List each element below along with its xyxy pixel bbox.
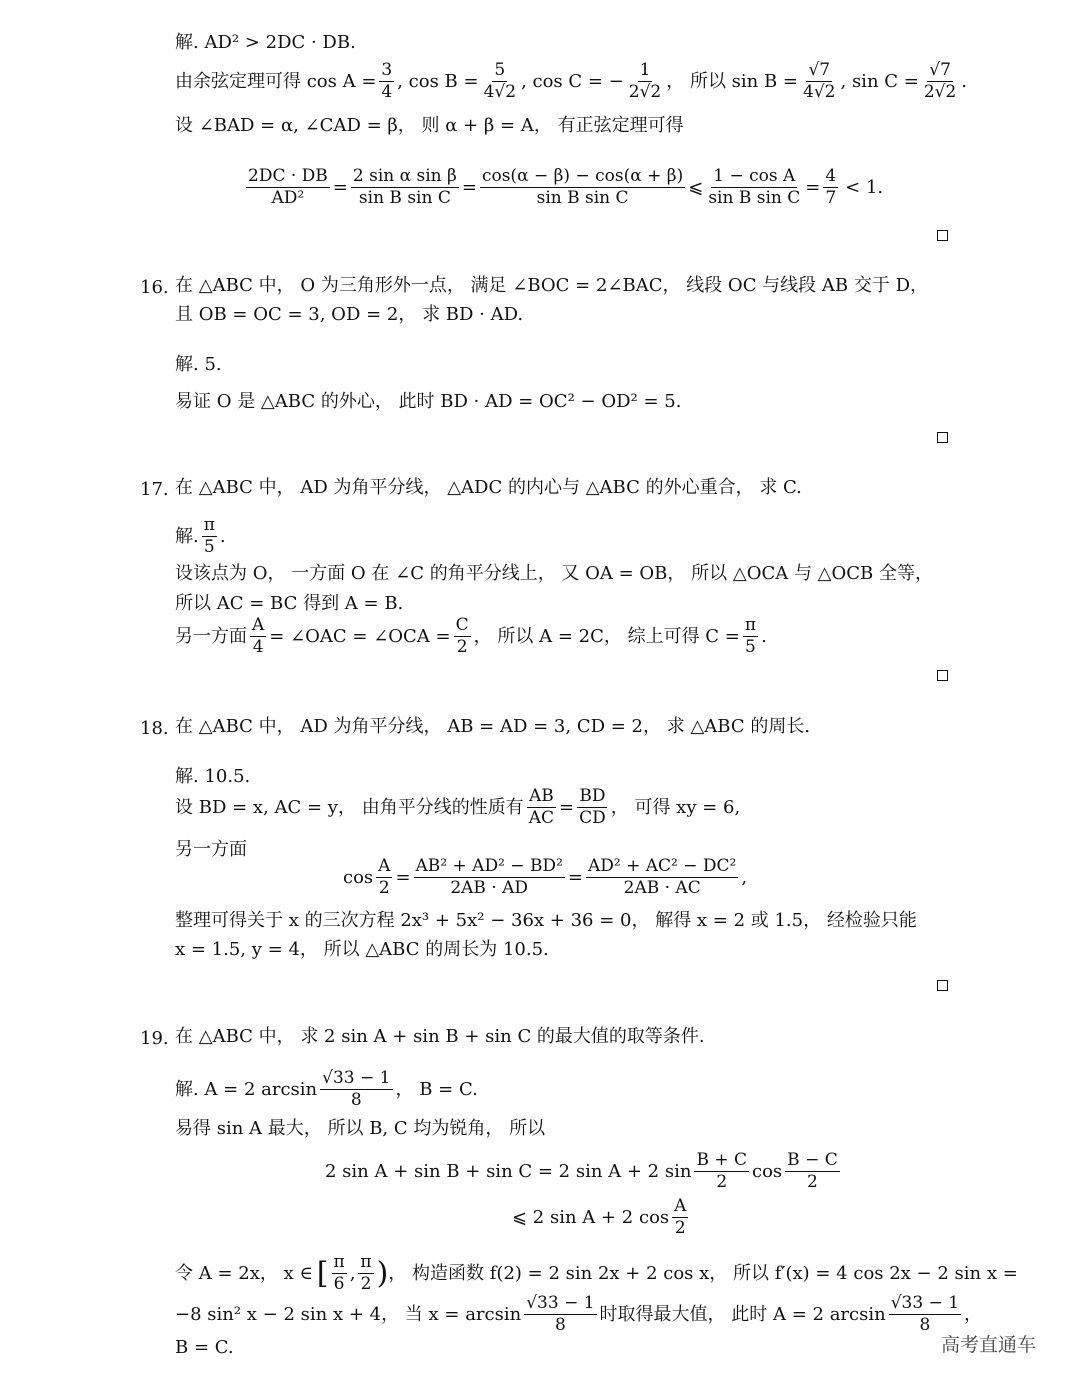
p16-solution: 易证 O 是 △ABC 的外心， 此时 BD · AD = OC² − OD² = 5. [175, 391, 682, 412]
p19-solution-line3: −8 sin² x − 2 sin x + 4， 当 x = arcsin $\frac{√33 - 1}{8}$ 时取得最大值， 此时 A = 2 arcsin $\frac{√33 - 1}{8}$ ， [175, 1293, 983, 1335]
problem-number: 17. [140, 479, 169, 500]
problem-number: 19. [140, 1028, 169, 1049]
p16-answer: 解. 5. [175, 354, 222, 375]
p18-solution-line4: x = 1.5, y = 4， 所以 △ABC 的周长为 10.5. [175, 939, 549, 960]
p17-solution-line2: 所以 AC = BC 得到 A = B. [175, 593, 404, 614]
p16-question-line1: 在 △ABC 中， O 为三角形外一点， 满足 ∠BOC = 2∠BAC， 线段 OC 与线段 AB 交于 D， [175, 275, 929, 296]
p15-cosine-values: 由余弦定理可得 cos A = $\frac{3}{4}$ , cos B = $\frac{5}{4√2}$ , cos C = − $\frac{1}{2√2}$ ， 所以 sin B = $\frac{√7}{4√2}$ , sin C = $\frac{√7}{2√2}$ . [175, 60, 968, 102]
p17-solution-line3: 另一方面 $\frac{A}{4}$ = ∠OAC = ∠OCA = $\frac{C}{2}$ ， 所以 A = 2C， 综上可得 C = $\frac{\pi}{5}$ . [175, 615, 767, 657]
p18-display-equation: cos $\frac{A}{2}$ = $\frac{\text{AB² + AD² − BD²}}{2AB \cdot AD}$ = $\frac{\text{AD² + AC² − DC²}}{2AB \cdot AC}$ , [343, 856, 748, 898]
p15-solution-line1: 解. AD² > 2DC · DB. [175, 32, 356, 53]
p19-answer: 解. A = 2 arcsin $\frac{√33 - 1}{8}$ ， B = C. [175, 1068, 478, 1110]
p19-question: 在 △ABC 中， 求 2 sin A + sin B + sin C 的最大值的取等条件. [175, 1026, 705, 1047]
p15-display-equation: $\frac{2DC \cdot DB}{\text{AD²}}$ = $\frac{\text{2 sin α sin β}}{\text{sin B sin C}}$ = $\frac{\cos(\alpha - \beta) - \cos(\alpha + \beta)}{\text{sin B sin C}}$ ⩽ $\frac{\text{1 − cos A}}{\text{sin B sin C}}$ = $\frac{4}{7}$ < 1. [248, 166, 884, 208]
p18-solution-line2: 另一方面 [175, 839, 247, 860]
fraction: $\frac{3}{4}$ [381, 60, 393, 102]
p17-answer: 解. $\frac{\pi}{5}$ . [175, 515, 226, 557]
qed-box [937, 980, 948, 991]
qed-box [937, 432, 948, 443]
p19-display-line2: ⩽ 2 sin A + 2 cos $\frac{A}{2}$ [512, 1196, 687, 1238]
qed-box [937, 670, 948, 681]
qed-box [937, 230, 948, 241]
fraction: $\frac{1}{2√2}$ [628, 60, 662, 102]
p18-solution-line1: 设 BD = x, AC = y， 由角平分线的性质有 $\frac{AB}{AC}$ = $\frac{BD}{CD}$ ， 可得 xy = 6, [175, 786, 741, 828]
watermark: 高考直通车 [941, 1334, 1037, 1356]
problem-number: 16. [140, 277, 169, 298]
fraction: $\frac{√7}{2√2}$ [923, 60, 957, 102]
p16-question-line2: 且 OB = OC = 3, OD = 2， 求 BD · AD. [175, 304, 524, 325]
p15-solution-line3: 设 ∠BAD = α, ∠CAD = β， 则 α + β = A， 有正弦定理可得 [175, 115, 684, 136]
p18-solution-line3: 整理可得关于 x 的三次方程 2x³ + 5x² − 36x + 36 = 0， 解得 x = 2 或 1.5， 经检验只能 [175, 910, 917, 931]
fraction: $\frac{√7}{4√2}$ [803, 60, 836, 102]
p18-question: 在 △ABC 中， AD 为角平分线， AB = AD = 3, CD = 2， 求 △ABC 的周长. [175, 716, 811, 737]
p18-answer: 解. 10.5. [175, 766, 251, 787]
p19-solution-line1: 易得 sin A 最大， 所以 B, C 均为锐角， 所以 [175, 1118, 546, 1139]
p19-solution-line2: 令 A = 2x， x ∈ [ $\frac{\pi}{6}$ , $\frac{\pi}{2}$ ) ， 构造函数 f(2) = 2 sin 2x + 2 cos x， 所以 f′(x) = 4 cos 2x − 2 sin x = [175, 1252, 1018, 1294]
problem-number: 18. [140, 718, 169, 739]
p17-solution-line1: 设该点为 O， 一方面 O 在 ∠C 的角平分线上， 又 OA = OB， 所以 △OCA 与 △OCB 全等， [175, 563, 933, 584]
fraction: $\frac{5}{4√2}$ [483, 60, 517, 102]
p19-display-line1: 2 sin A + sin B + sin C = 2 sin A + 2 sin $\frac{B + C}{2}$ cos $\frac{B - C}{2}$ [325, 1150, 838, 1192]
p19-solution-line4: B = C. [175, 1337, 234, 1358]
p17-question: 在 △ABC 中， AD 为角平分线， △ADC 的内心与 △ABC 的外心重合， 求 C. [175, 477, 802, 498]
